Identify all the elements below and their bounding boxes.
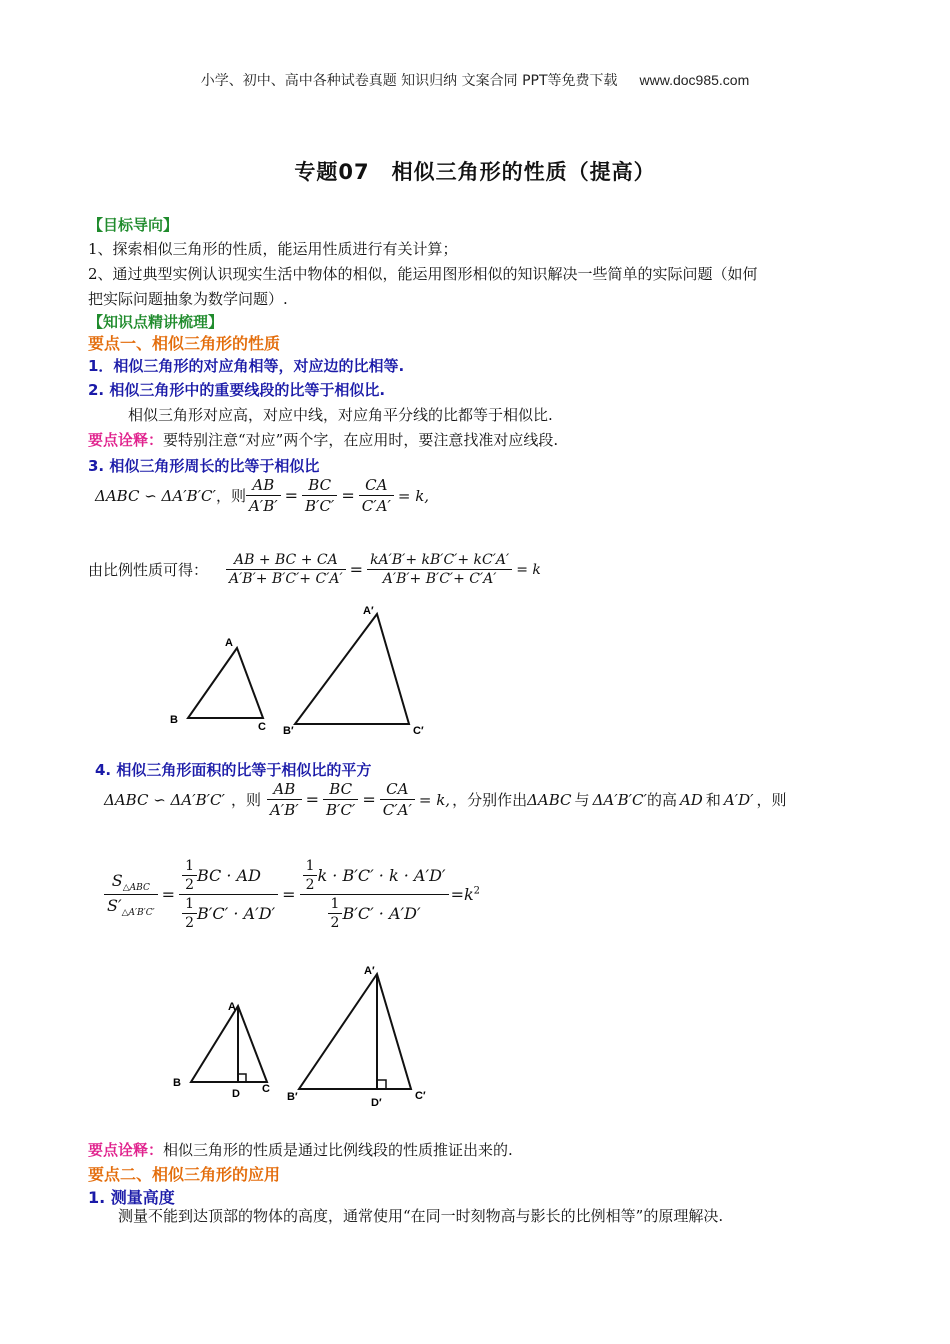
point1-heading: 要点一、相似三角形的性质 xyxy=(88,334,281,353)
note-label: 要点诠释： xyxy=(88,431,164,449)
fraction-ca-2: $\frac{CA}{C'A'}$ xyxy=(380,780,415,819)
fraction-ca: $\frac{CA}{C'A'}$ xyxy=(359,476,394,515)
fraction-sum-k: $\frac{kA'B'+ kB'C'+ kC'A'}{A'B'+ B'C'+ C'A'}$ xyxy=(367,552,512,587)
note2-label: 要点诠释： xyxy=(88,1141,164,1159)
tri-a1b1c1: ΔA′B′C′ xyxy=(592,790,647,809)
derive-label: 由比例性质可得： xyxy=(88,561,209,579)
point1-item-2: 2. 相似三角形中的重要线段的比等于相似比. xyxy=(88,381,386,399)
sum-equals-k: = k xyxy=(516,561,541,578)
right-angle-d1 xyxy=(377,1080,386,1089)
altitude-triangles-figure xyxy=(165,962,455,1112)
k-squared: $=k^2$ xyxy=(450,885,481,904)
label-c-2: C xyxy=(262,1083,270,1095)
label-d: D xyxy=(232,1088,240,1100)
area-fraction-half: $\frac{1}{2}$ BC · AD $\frac{1}{2}$ B′C′ · A′D′ xyxy=(179,858,278,931)
height-a1d1: A′D′ xyxy=(723,790,754,809)
similarity-statement-2: ΔABC ∽ ΔA′B′C′ xyxy=(104,790,225,809)
label-a1: A′ xyxy=(363,605,374,617)
label-c1-2: C′ xyxy=(415,1090,426,1102)
label-b1-2: B′ xyxy=(287,1091,298,1103)
header-url[interactable]: www.doc985.com xyxy=(639,72,750,88)
knowledge-heading: 【知识点精讲梳理】 xyxy=(88,313,224,331)
fraction-sum: $\frac{AB + BC + CA}{A'B'+ B'C'+ C'A'}$ xyxy=(226,552,346,587)
and-text: 与 xyxy=(574,791,590,809)
note2-text: 相似三角形的性质是通过比例线段的性质推证出来的. xyxy=(163,1141,513,1159)
right-angle-d xyxy=(238,1074,246,1082)
point1-item-2-text: 相似三角形对应高，对应中线，对应角平分线的比都等于相似比. xyxy=(128,406,553,424)
triangle-a1b1c1-2 xyxy=(299,974,411,1089)
tri-abc: ΔABC xyxy=(527,790,572,809)
label-b1: B′ xyxy=(283,725,294,737)
area-fraction-k: $\frac{1}{2}$ k · B′C′ · k · A′D′ $\frac{1}{2}$ B′C′ · A′D′ xyxy=(300,858,449,931)
label-c1: C′ xyxy=(413,725,424,737)
label-d1: D′ xyxy=(371,1097,382,1109)
construct-text: ，分别作出 xyxy=(452,791,528,809)
ratio-k: = k, xyxy=(397,486,430,505)
label-b-2: B xyxy=(173,1077,181,1089)
then-text-2: ，则 xyxy=(230,791,261,809)
label-a-2: A xyxy=(228,1001,236,1013)
goals-heading: 【目标导向】 xyxy=(88,216,179,234)
page-header xyxy=(0,70,950,90)
goal-item-3: 把实际问题抽象为数学问题）. xyxy=(88,290,288,308)
label-c: C xyxy=(258,721,266,733)
goal-item-2: 2、通过典型实例认识现实生活中物体的相似，能运用图形相似的知识解决一些简单的实际问题（如何 xyxy=(88,265,758,283)
point1-item-1: 1．相似三角形的对应角相等，对应边的比相等. xyxy=(88,357,405,375)
note-text: 要特别注意“对应”两个字，在应用时，要注意找准对应线段. xyxy=(163,431,559,449)
perimeter-ratio-formula: ΔABC ∽ ΔA′B′C′ ，则 $\frac{AB}{A'B'}$ = $\frac{BC}{B'C'}$ = $\frac{CA}{C'A'}$ = k, xyxy=(95,476,430,515)
triangle-abc-2 xyxy=(191,1006,267,1082)
fraction-bc-2: $\frac{BC}{B'C'}$ xyxy=(323,780,358,819)
area-ratio-statement: ΔABC ∽ ΔA′B′C′ ，则 $\frac{AB}{A'B'}$ = $\frac{BC}{B'C'}$ = $\frac{CA}{C'A'}$ = k, ，分别作出 ΔABC 与 ΔA′B′C′ 的高 AD 和 A′D′ ，则 xyxy=(104,780,787,819)
then-text: ，则 xyxy=(215,487,246,505)
point2-sub1: 1. 测量高度 xyxy=(88,1188,175,1207)
label-a1-2: A′ xyxy=(364,965,375,977)
fraction-ab: $\frac{AB}{A'B'}$ xyxy=(246,476,281,515)
label-b: B xyxy=(170,714,178,726)
area-fraction-s: $\frac{S_{\triangle ABC}}{S'_{\triangle A'B'C'}}$ xyxy=(104,871,158,918)
header-text: 小学、初中、高中各种试卷真题 知识归纳 文案合同 PPT等免费下载 xyxy=(200,73,618,89)
point1-note xyxy=(88,429,558,450)
goal-item-1: 1、探索相似三角形的性质，能运用性质进行有关计算； xyxy=(88,240,458,258)
similar-triangles-figure xyxy=(165,600,455,740)
label-a: A xyxy=(225,637,233,649)
and-text-2: 和 xyxy=(705,791,721,809)
triangle-abc xyxy=(188,648,263,718)
point2-sub1-text: 测量不能到达顶部的物体的高度，通常使用“在同一时刻物高与影长的比例相等”的原理解决. xyxy=(118,1207,724,1225)
similarity-statement: ΔABC ∽ ΔA′B′C′ xyxy=(95,486,216,505)
perimeter-derivation: 由比例性质可得： $\frac{AB + BC + CA}{A'B'+ B'C'+ C'A'}$ = $\frac{kA'B'+ kB'C'+ kC'A'}{A'B'+ B'C'+ C'A'}$ = k xyxy=(88,552,541,587)
fraction-ab-2: $\frac{AB}{A'B'}$ xyxy=(267,780,302,819)
ratio-k-2: = k, xyxy=(418,790,451,809)
fraction-bc: $\frac{BC}{B'C'}$ xyxy=(302,476,337,515)
point1-item-4: 4. 相似三角形面积的比等于相似比的平方 xyxy=(95,761,372,779)
height-ad: AD xyxy=(679,790,703,809)
point1-item-3: 3. 相似三角形周长的比等于相似比 xyxy=(88,457,320,475)
page-title: 专题07 相似三角形的性质（提高） xyxy=(294,160,656,184)
height-text: 的高 xyxy=(646,791,677,809)
point2-heading: 要点二、相似三角形的应用 xyxy=(88,1165,281,1184)
point1-note-2 xyxy=(88,1139,513,1160)
then-text-3: ，则 xyxy=(756,791,787,809)
area-ratio-formula: $\frac{S_{\triangle ABC}}{S'_{\triangle A'B'C'}}$ = $\frac{1}{2}$ BC · AD $\frac{1}{2}$ B′C′ · A′D′ = $\frac{1}{2}$ k · B′C′ · k · A′D′ $\frac{1}{2}$ B′C′ · A′D′ $=k^2$ xyxy=(104,858,480,931)
triangle-a1b1c1 xyxy=(295,614,409,724)
